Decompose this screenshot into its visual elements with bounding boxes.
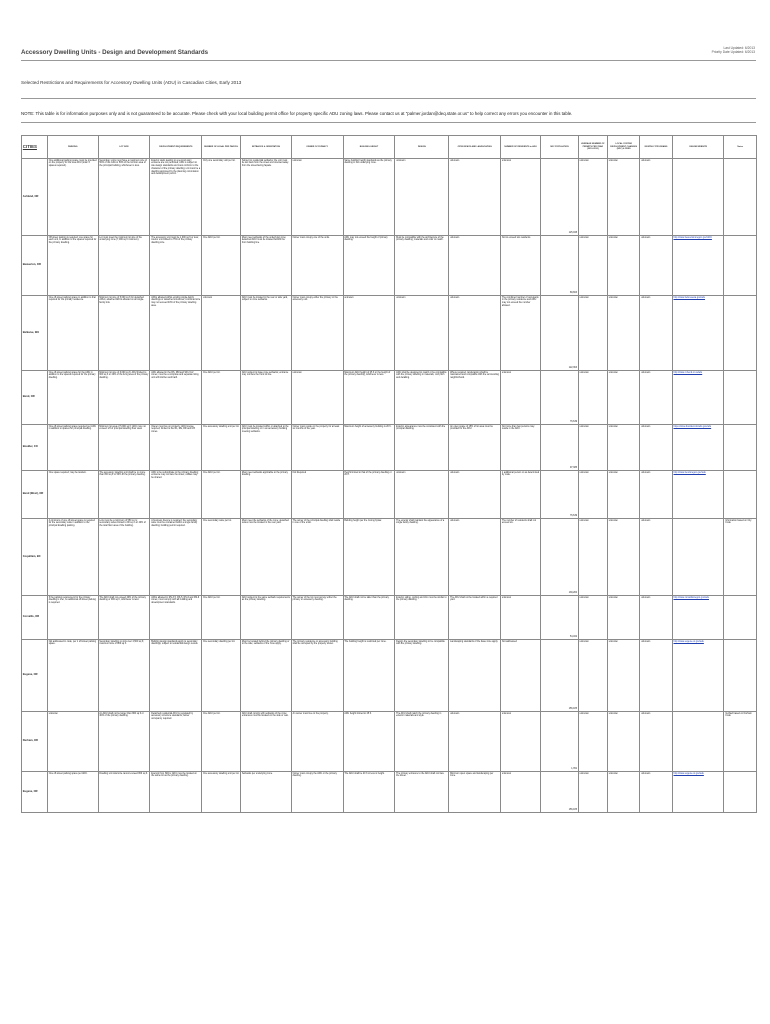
table-cell: If the parking requirement for the primary dwelling is met, no additional off-street parking is required. (47, 596, 98, 640)
table-cell: Building height per the zoning bylaw. (343, 519, 395, 596)
table-cell: One additional parking space must be provided on the property for the new ADU (total: 3 spaces required). (47, 159, 98, 236)
city-name: Boulder, CO (22, 425, 48, 471)
column-header: BUILDING HEIGHT (343, 136, 395, 159)
table-cell: unknown (449, 236, 501, 296)
table-row (22, 159, 757, 236)
title-rule (21, 60, 756, 61)
table-cell: unknown (501, 159, 541, 236)
table-cell: Minimum lot area of 5,000 sq ft; ADU may not exceed 1/3 of principal dwelling floor area. (98, 425, 150, 471)
city-name: Bellevue, WA (22, 296, 48, 371)
table-cell: unknown (607, 712, 639, 772)
website-link[interactable]: http://www.bellevuewa.gov/adu (672, 296, 724, 371)
table-body (22, 159, 757, 813)
table-cell: One ADU per lot. (202, 236, 241, 296)
table-cell: One secondary dwelling per lot. (202, 640, 241, 712)
table-cell: The exterior shall maintain the appearance of a single family dwelling. (395, 519, 449, 596)
table-cell: unknown (640, 425, 672, 471)
table-row (22, 425, 757, 471)
table-row (22, 712, 757, 772)
city-name: Coquitlam, BC (22, 519, 48, 596)
disclaimer-note: NOTE: This table is for information purposes only and is not guaranteed to be accurate. Please check with your local building permit office for property specific ADU zoning laws. Please contact us at "palmer.jordan@deq.state.or.us" to help correct any errors you encounter in this table. (21, 111, 573, 116)
city-name: Corvallis, OR (22, 596, 48, 640)
table-header-row (22, 136, 757, 159)
table-cell: The combined number of occupants in the primary residence and ADU may not exceed the number allowed. (501, 296, 541, 371)
table-cell: Exterior appearance must be consistent with the principal dwelling. (395, 425, 449, 471)
table-cell: Owner must live on property; ADU license required; limited to the RL, RE, RR and MX zones. (150, 425, 202, 471)
population-cell: 54,462 (541, 596, 579, 640)
table-cell: Building design standards apply to secondary dwellings; subject to residential design review. (150, 640, 202, 712)
city-name: Bend (West), OR (22, 471, 48, 519)
table-cell: Must meet the setbacks of the zone; detached suites must be located in the rear yard. (241, 519, 292, 596)
table-cell: An ADU shall not be larger than 800 sq ft or 40% of the primary dwelling. (98, 712, 150, 772)
population-cell: 97,385 (541, 425, 579, 471)
table-cell: A business licence is required; the secondary suite must be contained within a single family dwelling; building permit required. (150, 519, 202, 596)
column-header: OWNER OCCUPANCY (291, 136, 343, 159)
website-link[interactable]: https://www.bouldercolorado.gov/adu (672, 425, 724, 471)
table-cell: unknown (607, 772, 639, 813)
table-cell: ADU must be located in the rear or side yard, subject to zone setbacks. (241, 296, 292, 371)
website-link[interactable]: http://www.bendoregon.gov/adu (672, 471, 724, 519)
updated-line: Last Updated: 6/2013 (723, 46, 755, 50)
table-cell (724, 471, 757, 519)
table-cell: unknown (607, 371, 639, 425)
city-name: Durham, OR (22, 712, 48, 772)
table-cell: One space required; may be tandem. (47, 471, 98, 519)
table-cell: ADU allowed in the RS, RM and SR 2 1/2 zones; must be a complete and separate living unit with kitchen and bath. (150, 371, 202, 425)
population-cell: 122,363 (541, 296, 579, 371)
table-cell: unknown (607, 519, 639, 596)
table-cell: unknown (578, 471, 607, 519)
table-cell (724, 596, 757, 640)
column-header: ONLINE WEBSITE (672, 136, 724, 159)
table-cell: One accessory dwelling unit per lot. (202, 772, 241, 813)
subtitle: Selected Restrictions and Requirements for Accessory Dwelling Units (ADU) in Cascadian Cities, Early 2013 (21, 80, 242, 85)
table-cell: unknown (578, 640, 607, 712)
population-cell: 156,185 (541, 640, 579, 712)
table-cell: One accessory dwelling unit per lot. (202, 425, 241, 471)
table-cell: The owner of the lot must occupy either the primary or accessory dwelling. (291, 596, 343, 640)
city-name: Beaverton, OR (22, 236, 48, 296)
table-cell: The number of residents shall not exceed six. (501, 519, 541, 596)
table-cell: Minimum open space and landscaping per zone. (449, 772, 501, 813)
column-header: LOT SIZE (98, 136, 150, 159)
website-link[interactable]: http://www.eugene-or.gov/adu (672, 640, 724, 712)
column-header: OPEN SPACE AND LANDSCAPING (449, 136, 501, 159)
table-cell: Detached residential ADU is regulated by accessory structure standards; owner occupancy required. (150, 712, 202, 772)
table-cell: ADU shall be designed to match or be compatible with the primary dwelling in materials, roof pitch and detailing. (395, 371, 449, 425)
website-link (672, 519, 724, 596)
city-name: Eugene, OR (22, 640, 48, 712)
column-header: NUMBER OF LEGAL PER PARCEL (202, 136, 241, 159)
table-cell: unknown (607, 236, 639, 296)
table-row (22, 236, 757, 296)
city-name: Ashland, OR (22, 159, 48, 236)
table-cell: unknown (343, 296, 395, 371)
table-cell: unknown (501, 596, 541, 640)
table-cell: unknown (607, 159, 639, 236)
table-cell: 1 additional person or as determined by code. (501, 471, 541, 519)
table-cell: The accessory dwelling unit shall be no more than 800 sq ft or 50% of the primary dwelling. (98, 471, 150, 519)
table-cell: Landscaping standards of the base zone apply. (449, 640, 501, 712)
table-cell: Exterior siding, roofing and trim must be similar to the primary dwelling. (395, 596, 449, 640)
population-cell: 76,639 (541, 371, 579, 425)
table-cell: Off-street parking is required; one space for each unit, in addition to the spaces required for the primary dwelling. (47, 236, 98, 296)
website-link[interactable]: http://www.beavertonoregon.gov/ADU (672, 236, 724, 296)
table-cell: An owner must live on the property. (291, 712, 343, 772)
table-cell: Exempt from SDCs; ADU must be located on the same lot as the primary dwelling. (150, 772, 202, 813)
column-header: SDC POPULATION (541, 136, 579, 159)
table-cell: Verified based on Durham Code (724, 712, 757, 772)
table-cell: The ADU shall not be taller than the primary dwelling. (343, 596, 395, 640)
table-cell: The primary entrance to the ADU shall not face the street. (395, 772, 449, 813)
table-cell: unknown (607, 640, 639, 712)
population-cell: 156,185 (541, 772, 579, 813)
table-row (22, 772, 757, 813)
table-cell: unknown (578, 519, 607, 596)
table-cell: Lots must be a minimum of 550 sq m; secondary suites limited to 90 sq m or 40% of the total floor area of the building. (98, 519, 150, 596)
table-cell: unknown (607, 425, 639, 471)
table-cell: unknown (607, 471, 639, 519)
column-header: DESIGN (395, 136, 449, 159)
table-cell: unknown (449, 471, 501, 519)
table-cell: Owner must reside on the property for at least six months of the year. (291, 425, 343, 471)
table-cell: unknown (607, 596, 639, 640)
table-cell (724, 772, 757, 813)
table-cell (724, 425, 757, 471)
table-cell: Exterior stairs leading to a second-story entrance are not permitted; ADU is subject to site design standards and must conform to the character of the primary dwelling; unit must be a dwelling approved by the planning commission and development permit. (150, 159, 202, 236)
table-cell: Must meet setbacks of the underlying zone; detached ADU must be located behind the front building line. (241, 236, 292, 296)
table-cell: unknown (578, 296, 607, 371)
table-cell: Maximum ADU height of 25 ft or the height of the primary dwelling, whichever is less. (343, 371, 395, 425)
table-cell: unknown (578, 712, 607, 772)
table-cell: Not addressed (501, 640, 541, 712)
table-cell: ADU may not exceed the height of primary dwelling. (343, 236, 395, 296)
table-cell: One off-street parking space required per ADU in addition to spaces for principal dwelling. (47, 425, 98, 471)
subtitle-rule (21, 98, 756, 99)
table-cell: One ADU per lot. (202, 596, 241, 640)
table-row (22, 371, 757, 425)
table-cell: unknown (202, 296, 241, 371)
table-cell: Must meet setbacks applicable to the primary dwelling. (241, 471, 292, 519)
table-row (22, 640, 757, 712)
table-cell: Must be located behind the primary dwelling or to the side; setbacks of the zone apply. (241, 640, 292, 712)
column-header: MONTHLY PROGRAMS (640, 136, 672, 159)
table-cell: unknown (640, 712, 672, 772)
table-cell (724, 371, 757, 425)
table-cell: ADU shall comply with setbacks of the zone; entrances must be located on the side or rear. (241, 712, 292, 772)
table-cell: One ADU per lot. (202, 712, 241, 772)
table-cell: The building height is restricted per zone. (343, 640, 395, 712)
table-cell: Not to exceed two residents. (501, 236, 541, 296)
table-cell: unknown (640, 640, 672, 712)
note-rule (21, 122, 756, 123)
table-cell: One off-street parking space for the ADU in addition to the spaces required for the primary dwelling. (47, 371, 98, 425)
table-cell: unknown (640, 236, 672, 296)
table-cell: Secondary dwelling on lots over 4,500 sq ft; maximum size of 800 sq ft. (98, 640, 150, 712)
table-cell: unknown (291, 159, 343, 236)
table-cell: unknown (501, 772, 541, 813)
column-header: AVERAGE NUMBER OF PERMITS PER YEAR (2010-2012) (578, 136, 607, 159)
table-cell: unknown (578, 236, 607, 296)
table-cell: Secondary units must have a maximum size of 50% of the GFA or 50% of the lot floor area of the principal building, whichever is less. (98, 159, 150, 236)
table-cell: ADU subject to the same setback requirements as the primary dwelling. (241, 596, 292, 640)
table-cell: Setbacks per underlying zone. (241, 772, 292, 813)
table-cell: The ADU shall be 20 ft or less in height. (343, 772, 395, 813)
table-cell: Subject to residential setbacks; the unit must be set back from the street and oriented away from the street-facing façade. (241, 159, 292, 236)
table-cell: An open space of 15% of lot area must be provided for the ADU. (449, 425, 501, 471)
column-header: PARKING (47, 136, 98, 159)
table-cell: unknown (47, 712, 98, 772)
table-cell: One ADU per lot. (202, 371, 241, 425)
table-cell: The ADU shall not exceed 40% of the primary dwelling or 900 sq ft, whichever is less. (98, 596, 150, 640)
column-header: LOCAL SYSTEM DEVELOPMENT CHARGES (SDC) & FEES (607, 136, 639, 159)
table-cell: Minimum lot size of 6,000 sq ft; ADU limited to 600 sq ft or 40% of the living area of the primary dwelling. (98, 371, 150, 425)
table-cell (724, 159, 757, 236)
column-header: DEVELOPMENT REQUIREMENTS (150, 136, 202, 159)
table-cell: Owner must occupy one of the units. (291, 236, 343, 296)
table-row (22, 596, 757, 640)
table-cell: unknown (449, 712, 501, 772)
table-cell: unknown (640, 772, 672, 813)
table-cell: ADU to be subordinate to the primary dwelling; entrance may not face the street; utilities may be shared. (150, 471, 202, 519)
table-cell: unknown (501, 371, 541, 425)
table-cell: ADUs allowed within existing single-family dwellings or detached structures; combined size may not exceed 40% of the primary dwelling area. (150, 296, 202, 371)
table-cell: unknown (640, 371, 672, 425)
table-cell: The ADU shall match the primary dwelling in exterior materials and style. (395, 712, 449, 772)
website-link[interactable]: http://www.ci.bend.or.us/adu (672, 371, 724, 425)
column-header: SETBACKS & ORIENTATION (241, 136, 292, 159)
table-cell: Height limited to that of the primary dwelling or 20 ft. (343, 471, 395, 519)
table-row (22, 519, 757, 596)
population-cell: 76,639 (541, 471, 579, 519)
table-cell: Owner must occupy either the primary or the accessory unit. (291, 296, 343, 371)
population-cell: 125,038 (541, 159, 579, 236)
table-cell: unknown (449, 296, 501, 371)
table-cell: The ADU shall not be located within a required yard. (449, 596, 501, 640)
table-cell: unknown (578, 772, 607, 813)
table-cell: One off-street parking space per ADU. (47, 772, 98, 813)
table-cell (724, 640, 757, 712)
table-cell: ADUs allowed in RS-3.5, RS-5, RS-6 and RS-9 zones; must comply with all building and development standards. (150, 596, 202, 640)
table-cell: unknown (578, 159, 607, 236)
table-cell: unknown (607, 296, 639, 371)
table-row (22, 471, 757, 519)
column-header-cities: CITIES (22, 136, 48, 159)
table-cell: Only one secondary unit per lot. (202, 159, 241, 236)
table-cell: Not addressed in code, per 1 off-street parking space. (47, 640, 98, 712)
city-name: Eugene, OR (22, 772, 48, 813)
table-cell: Lot must meet the minimum lot size of the underlying zone (7,000 sq ft minimum). (98, 236, 150, 296)
updated-line: Priority Date Updated: 6/2013 (711, 50, 755, 54)
table-cell: One ADU per lot. (202, 471, 241, 519)
table-cell: unknown (291, 371, 343, 425)
table-cell: Maximum height of accessory building is 20 ft. (343, 425, 395, 471)
table-cell: Design the secondary dwelling to be compatible with the primary dwelling. (395, 640, 449, 712)
table-cell: Not Required (291, 471, 343, 519)
table-cell: ADU height limited to 25 ft. (343, 712, 395, 772)
table-cell: unknown (395, 471, 449, 519)
website-link[interactable]: http://www.corvallisoregon.gov/adu (672, 596, 724, 640)
table-cell: unknown (640, 159, 672, 236)
table-cell: unknown (640, 596, 672, 640)
table-cell: unknown (395, 159, 449, 236)
table-cell: Information based on City Code (724, 519, 757, 596)
table-cell: ADU subject to base zone setbacks; entrance may not face the front lot line. (241, 371, 292, 425)
table-cell: unknown (449, 159, 501, 236)
table-cell: ADU must be located within or attached to the principal dwelling or in an accessory building meeting setbacks. (241, 425, 292, 471)
table-cell: Dwelling unit total size cannot exceed 800 sq ft. (98, 772, 150, 813)
table-cell: One secondary suite per lot. (202, 519, 241, 596)
adu-standards-table (21, 135, 757, 813)
table-cell: unknown (578, 596, 607, 640)
table-cell: unknown (640, 519, 672, 596)
table-cell: unknown (578, 425, 607, 471)
website-link[interactable]: http://www.eugene-or.gov/adu (672, 772, 724, 813)
column-header: Notes (724, 136, 757, 159)
website-link (672, 159, 724, 236)
column-header: NUMBER OF RESIDENTS in ADU (501, 136, 541, 159)
table-cell: A minimum of one off-street space is required for the secondary suite in addition to the principal dwelling parking. (47, 519, 98, 596)
population-cell: 139,284 (541, 519, 579, 596)
table-cell (724, 236, 757, 296)
table-cell: The primary residence or accessory building shall be occupied by the property owner. (291, 640, 343, 712)
table-cell: Where required, landscaping shall be maintained and compatible with the surrounding neighborhood. (449, 371, 501, 425)
table-cell: Not more than two persons may reside in the ADU. (501, 425, 541, 471)
city-name: Bend, OR (22, 371, 48, 425)
table-cell: Same building height standards as the primary dwelling in the underlying zone. (343, 159, 395, 236)
updated-stamp (712, 46, 755, 54)
page-title: Accessory Dwelling Units - Design and Development Standards (21, 49, 209, 56)
table-cell: unknown (578, 371, 607, 425)
table-cell: unknown (501, 712, 541, 772)
population-cell: 1,351 (541, 712, 579, 772)
table-cell: unknown (395, 296, 449, 371)
table-cell: Minimum lot size of 5,000 sq ft for detached ADUs; attached ADUs allowed on all single-family lots. (98, 296, 150, 371)
population-cell: 89,803 (541, 236, 579, 296)
table-cell: One off-street parking space in addition to that required for the primary residence. (47, 296, 98, 371)
website-link (672, 712, 724, 772)
table-cell: unknown (640, 471, 672, 519)
table-cell (724, 296, 757, 371)
table-cell: Must be compatible with the architecture of the primary dwelling; materials and color to match. (395, 236, 449, 296)
table-cell: Owner must occupy the ADU or the primary dwelling. (291, 772, 343, 813)
table-cell: The accessory unit must be 1,000 sq ft or less; interior unit limited to 75% of the primary dwelling size. (150, 236, 202, 296)
table-cell: The owner of the principal dwelling shall reside in one of the units. (291, 519, 343, 596)
table-cell: unknown (449, 519, 501, 596)
table-cell: unknown (640, 296, 672, 371)
table-row (22, 296, 757, 371)
